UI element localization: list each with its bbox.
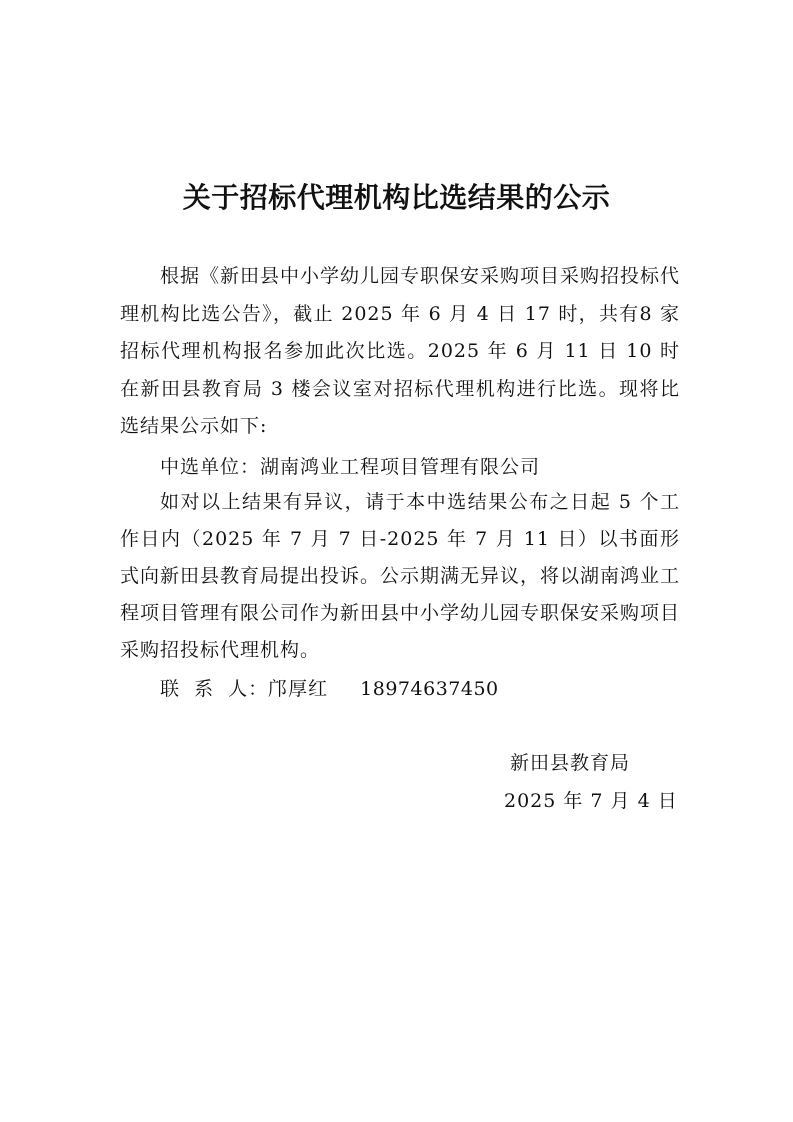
contact-label: 联 系 人：邝厚红 bbox=[160, 678, 329, 700]
contact-phone: 18974637450 bbox=[360, 678, 499, 700]
contact-line bbox=[160, 672, 560, 706]
signature-date: 2025 年 7 月 4 日 bbox=[504, 790, 678, 812]
selected-unit-line: 中选单位：湖南鸿业工程项目管理有限公司 bbox=[160, 456, 541, 478]
page-title: 关于招标代理机构比选结果的公示 bbox=[182, 181, 611, 214]
announcement-paragraph: 根据《新田县中小学幼儿园专职保安采购项目采购招投标代理机构比选公告》，截止 2025 年 6 月 4 日 17 时，共有8 家招标代理机构报名参加此次比选。2025 年 6 月 11 日 10 时在新田县教育局 3 楼会议室对招标代理机构进行比选。现将比选结果公示如下: bbox=[120, 265, 681, 437]
signature-organization: 新田县教育局 bbox=[510, 752, 631, 774]
objection-paragraph: 如对以上结果有异议，请于本中选结果公布之日起 5 个工作日内（2025 年 7 月 7 日-2025 年 7 月 11 日）以书面形式向新田县教育局提出投诉。公示期满无异议，将以湖南鸿业工程项目管理有限公司作为新田县中小学幼儿园专职保安采购项目采购招投标代理机构。 bbox=[120, 491, 681, 661]
